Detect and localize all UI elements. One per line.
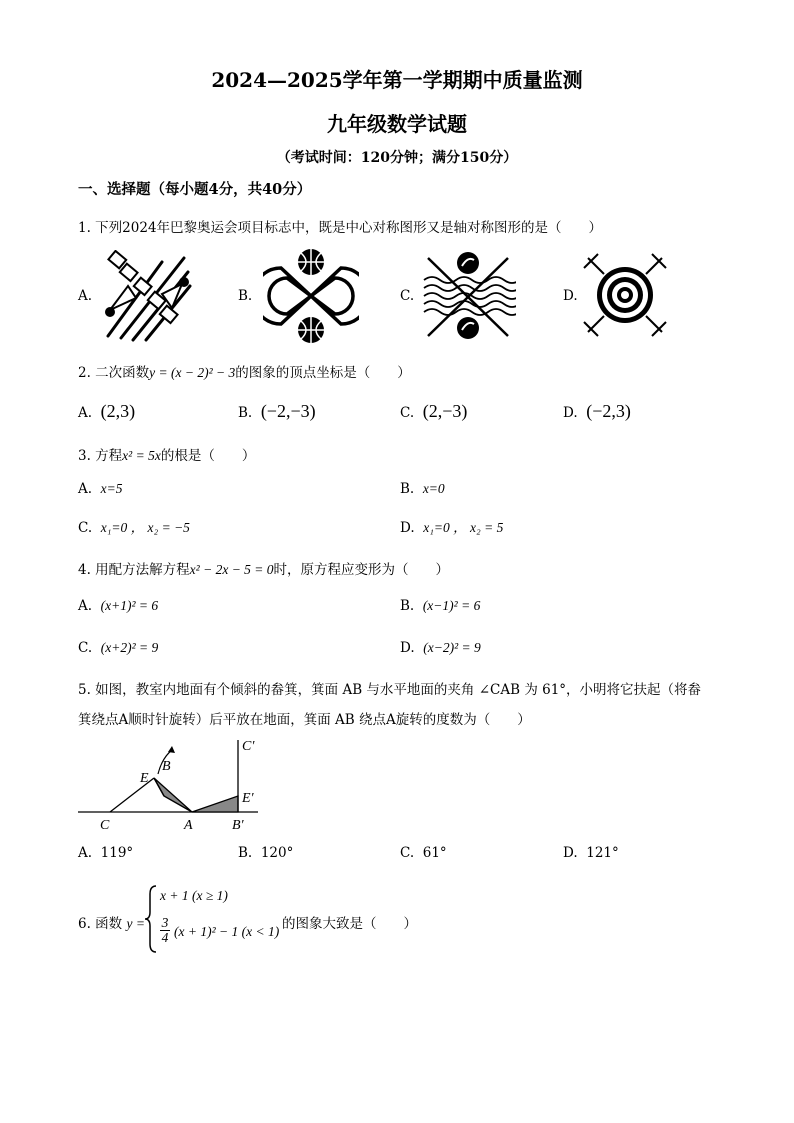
- q2-option-b: B. (−2,−3): [238, 401, 316, 421]
- q2-option-a: A. (2,3): [78, 401, 136, 421]
- q6-case-2-fraction: 3 4: [161, 915, 169, 945]
- q4-stem-pre: 4. 用配方法解方程: [78, 562, 190, 578]
- label-e: E: [140, 771, 149, 786]
- label-b: B: [162, 759, 171, 774]
- badminton-icon: [96, 250, 196, 346]
- q4-formula: x² − 2x − 5 = 0: [189, 562, 274, 577]
- q3-option-b: B. x=0: [400, 481, 445, 497]
- q5-option-d: D. 121°: [563, 845, 619, 861]
- q6-case-2-rest: (x + 1)² − 1 (x < 1): [174, 924, 280, 939]
- q5-option-c: C. 61°: [400, 845, 447, 861]
- exam-subtitle: 九年级数学试题: [327, 112, 467, 136]
- q3-option-d: D. x₁=0 ， x₂ = 5: [400, 520, 504, 536]
- q6-lhs: y =: [126, 916, 145, 931]
- q2-formula: y = (x − 2)² − 3: [149, 365, 236, 380]
- q1-label-d: D.: [563, 288, 578, 304]
- question-2-stem: [78, 361, 411, 381]
- q3-option-a: A. x=5: [78, 481, 123, 497]
- question-4-stem: [78, 558, 449, 578]
- q3-formula: x² = 5x: [122, 448, 161, 463]
- q4-option-c: C. (x+2)² = 9: [78, 640, 159, 656]
- label-c-prime: C′: [242, 739, 255, 754]
- q5-option-a: A. 119°: [78, 845, 134, 861]
- label-e-prime: E′: [242, 791, 254, 806]
- q6-case-1: x + 1 (x ≥ 1): [160, 888, 228, 903]
- q3-stem-pre: 3. 方程: [78, 448, 123, 464]
- q2-stem-post: 的图象的顶点坐标是（ ）: [235, 365, 411, 381]
- q4-option-b: B. (x−1)² = 6: [400, 598, 481, 614]
- q4-stem-post: 时，原方程应变形为（ ）: [273, 562, 450, 578]
- basketball-icon: [263, 248, 359, 348]
- label-a: A: [184, 818, 193, 833]
- exam-info: （考试时间：120分钟；满分150分）: [276, 150, 518, 166]
- q1-label-c: C.: [400, 288, 415, 304]
- question-1-stem: 1. 下列2024年巴黎奥运会项目标志中，既是中心对称图形又是轴对称图形的是（ ）: [78, 220, 603, 236]
- question-5-line1: 5. 如图，教室内地面有个倾斜的畚箕，箕面 AB 与水平地面的夹角 ∠CAB 为 61°，小明将它扶起（将畚: [78, 682, 702, 698]
- q3-option-c: C. x₁=0 ， x₂ = −5: [78, 520, 190, 536]
- exam-title: 2024—2025学年第一学期期中质量监测: [211, 68, 583, 92]
- question-6-pre: 6. 函数 y =: [78, 916, 145, 932]
- question-3-stem: [78, 444, 255, 464]
- archery-icon: [582, 252, 668, 342]
- surfing-icon: [420, 250, 516, 346]
- rotation-figure: [74, 734, 274, 838]
- q2-stem-pre: 2. 二次函数: [78, 365, 150, 381]
- q4-option-d: D. (x−2)² = 9: [400, 640, 481, 656]
- q4-option-a: A. (x+1)² = 6: [78, 598, 159, 614]
- q2-option-c: C. (2,−3): [400, 401, 468, 421]
- label-b-prime: B′: [232, 818, 244, 833]
- piecewise-brace: [144, 884, 158, 958]
- question-6-post: 的图象大致是（ ）: [282, 916, 417, 932]
- label-c: C: [100, 818, 110, 833]
- q2-option-d: D. (−2,3): [563, 401, 631, 421]
- q3-stem-post: 的根是（ ）: [160, 448, 256, 464]
- section-heading: 一、选择题（每小题4分，共40分）: [78, 181, 312, 198]
- question-5-line2: 箕绕点A顺时针旋转）后平放在地面，箕面 AB 绕点A旋转的度数为（ ）: [78, 712, 531, 728]
- q1-label-b: B.: [238, 288, 253, 304]
- q1-label-a: A.: [78, 288, 93, 304]
- q5-option-b: B. 120°: [238, 845, 294, 861]
